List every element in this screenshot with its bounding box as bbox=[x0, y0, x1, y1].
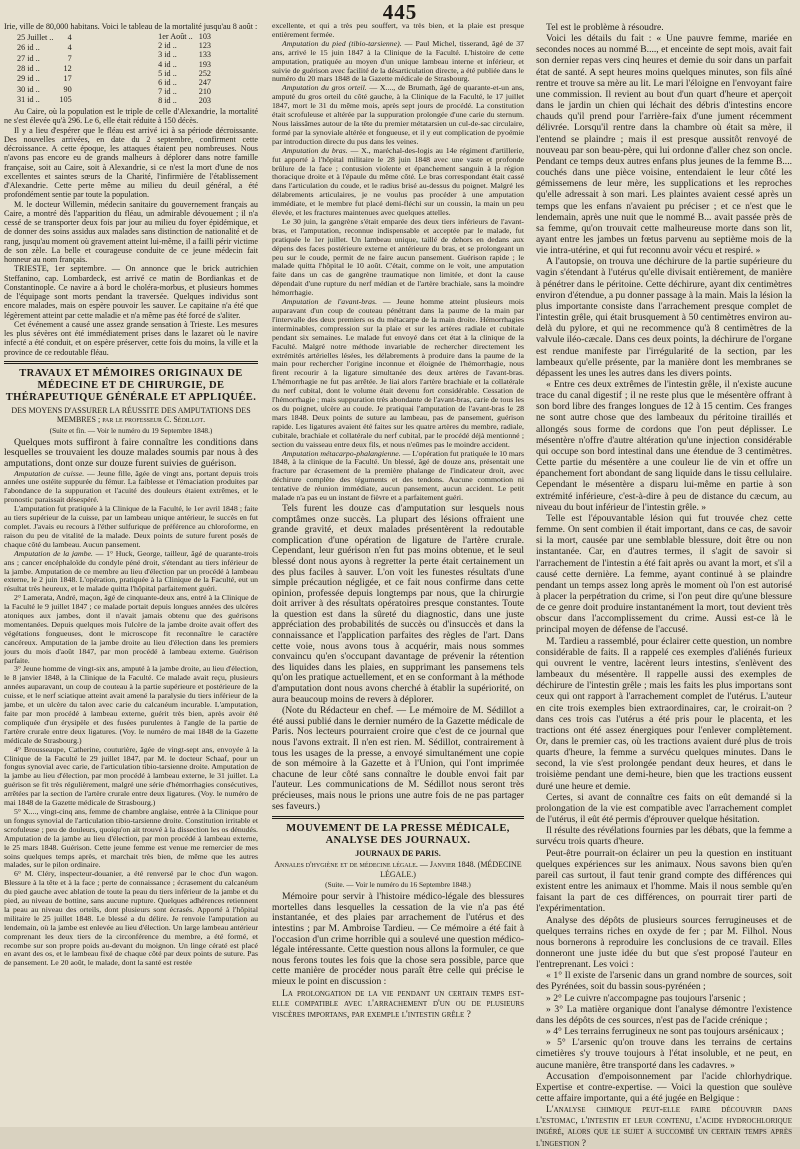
paragraph: Accusation d'empoisonnement par l'acide chlorhydrique. Expertise et contre-expertise. — Voici la question que soulève cette affaire importante, qui a été jugée en Belgique : bbox=[536, 1070, 792, 1104]
mortality-row bbox=[14, 63, 75, 73]
page-number: 445 bbox=[382, 0, 418, 24]
mortality-row bbox=[155, 32, 214, 41]
mortality-row bbox=[14, 43, 75, 53]
case-paragraph: Amputation de cuisse. — Jeune fille, âgée de vingt ans, portant depuis trois années une ostéite suppurée du fémur. La faiblesse et l'émaciation produites par l'abondance de la suppuration et l'acuité des douleurs étaient extrêmes, et le pronostic paraissait désespéré. bbox=[4, 468, 258, 505]
paragraph: Cet événement a causé une assez grande sensation à Trieste. Les mesures les plus sévères ont été immédiatement prises dans le lazaret où le navire infecté a été conduit, et on espère préserver, cette fois du moins, la ville et la province de ce redoutable fléau. bbox=[4, 319, 258, 357]
case-paragraph: 5° X...., vingt-cinq ans, femme de chambre anglaise, entrée à la Clinique pour un fongus synovial de l'articulation tibio-tarsienne droite. Constitution irritable et scrofuleuse ; peu de douleurs, quoiqu'on ait trouvé à la dissection les os dénudés. Amputation de la jambe au lieu d'élection, par mon procédé à lambeau externe, le 25 mars 1848. Guérison. Cette jeune femme est venue me remercier de mes soins quelques temps après, et marchait très bien, de même que les autres malades, sur le pilon ordinaire. bbox=[4, 806, 258, 870]
column-3 bbox=[536, 22, 792, 1149]
paragraph: Peut-être pourrait-on éclairer un peu la question en instituant quelques expériences sur les animaux. Nous savons bien qu'en pareil cas surtout, il faut tenir grand compte des différences qui existent entre les animaux et l'homme. Mais il nous semble qu'en faisant la part de ces différences, on pourrait tirer parti de l'expérimentation. bbox=[536, 847, 792, 915]
review-question: La prolongation de la vie pendant un certain temps est-elle compatible avec l'arrachement d'un ou de plusieurs viscères importans, par exemple l'intestin grêle ? bbox=[272, 987, 524, 1020]
case-paragraph: excellente, et qui a très peu souffert, va très bien, et la plaie est presque entièrement fermée. bbox=[272, 21, 524, 39]
mortality-count: 133 bbox=[198, 50, 211, 60]
case-paragraph: 6° M. Cléry, inspecteur-douanier, a été renversé par le choc d'un wagon. Blessure à la tête et à la face ; perte de connaissance ; écrasement du calcanéum du pied gauche avec ablation de toute la peau du tiers inférieur de la jambe et du pied, au niveau de bottine, sans aucune rupture. Quelques adhérences retiennent la peau au niveau des orteils, dont plusieurs sont écrasés. Apporté à l'hôpital militaire le 25 juillet 1848. Le blessé a du délire. Je renvoie l'amputation au lendemain, où la jambe est enlevée au lieu d'élection. Un large lambeau antérieur comprenant les deux tiers de la circonférence du membre, a été formé, et recombe sur son propre poids au-devant du moignon. Un linge cératé est placé en avant des os, et le lambeau fixé de chaque côté par deux points de suture. Pas de pansement. Le 20 août, le malade, dont la santé est restée bbox=[4, 869, 258, 968]
case-paragraph: Amputation de l'avant-bras. — Jeune homme atteint plusieurs mois auparavant d'un coup de couteau pénétrant dans la paume de la main par l'intervalle des deux premiers os du métacarpe de la main droite. Hémorrhagies interminables, compression sur la plaie et sur les artères radiale et cubitale pendant six semaines. Le malade fut envoyé dans cet état à la clinique de la Faculté. Malgré notre méthode invariable de rechercher directement les extrémités artérielles lésées, les délabrements à produire dans la paume de la main pour rechercher l'origine inconnue et éloignée de l'hémorrhagie, nous firent recourir à la ligature simultanée des deux artères de l'avant-bras. L'hémorrhagie ne fut pas arrêtée. Je liai alors l'artère brachiale et la collatérale du nerf cubital, dont le volume était devenu fort considérable. Cessation de l'hémorrhagie ; mais suppuration très abondante de l'avant-bras, carie de tous les os du poignet, ulcère au coude. Je pratiquai l'amputation de l'avant-bras le 28 mars 1848. Deux points de suture au lambeau, pas de pansement, guérison rapide. Les ligatures avaient été faites sur les quatre artères du membre, radiale, cubitale, brachiale et collatérale du nerf cubital, par le procédé déjà mentionné ; section du vaisseau entre deux fils, et nous n'eûmes pas le moindre accident. bbox=[272, 297, 524, 449]
mortality-row bbox=[155, 50, 214, 59]
paragraph: Tel est le problème à résoudre. bbox=[546, 22, 664, 33]
conclusion-item: » 2° Le cuivre n'accompagne pas toujours l'arsenic ; bbox=[546, 992, 746, 1004]
conclusion-item: » 5° L'arsenic qu'on trouve dans les terrains de certains cimetières s'y trouve toujours à l'état insoluble, et ne peut, en aucune manière, être transporté dans les cadavres. » bbox=[536, 1037, 792, 1071]
subsection-title: JOURNAUX DE PARIS. bbox=[355, 849, 441, 859]
conclusion-paragraph: Tels furent les douze cas d'amputation sur lesquels nous comptâmes onze succès. La plupart des lésions offraient une grande gravité, et deux malades présentèrent la redoutable complication d'une opération de ligature de l'artère crurale. Cependant, leur guérison n'en fut pas moins obtenue, et le seul blessé dont nous ayons à regretter la perte était certainement un des plus faciles à sauver. L'on voit les funestes résultats d'une simple précaution négligée, et ce fait nous confirme dans cette opinion, professée depuis longtemps par nous, que la chirurgie doit arriver à des résultats opératoires presque constantes. Toute la question est dans la sûreté du diagnostic, dans une juste appréciation des probabilités de succès ou d'insuccès et dans la connaissance et l'application parfaites des règles de l'art. Dans cette voie, nous avons tous à acquérir, mais nous sommes convaincu qu'en s'occupant davantage de prévenir la rétention des liquides dans les plaies, en supprimant les pansemens tels qu'on les pratique actuellement, et en se conformant à la méthode d'amputation dont nous avons cherché à établir la supériorité, on aura beaucoup moins de revers à déplorer. bbox=[272, 502, 524, 705]
mortality-day: 31 id .. bbox=[17, 95, 40, 105]
mortality-count: 247 bbox=[198, 77, 211, 87]
mortality-count: 210 bbox=[198, 86, 211, 96]
paragraph: M. Tardieu a rassemblé, pour éclairer cette question, un nombre considérable de faits. Il a rappelé ces exemples d'aliénés furieux qui ouvrent le ventre, lacèrent leurs intestins, s'enlèvent des lambeaux du mésentère. Il rappelle aussi des exemples de déchirure de l'intestin grêle ; mais les faits les plus importans sont ceux qui ont rapport à l'arrachement complet de l'utérus. L'auteur en cite trois exemples bien extraordinaires, car, le croirait-on ? dans ces trois cas l'utérus a été pris pour le placenta, et les tractions ont été assez énergiques pour l'enlever complètement. Or, dans le premier cas, où les tractions avaient duré plus de trois quarts d'heure, la femme a survécu quelques minutes. Dans le second, la vie s'est prolongée pendant deux heures, et dans le troisième pendant une demi-heure, bien que les tractions eussent duré une heure et demie. bbox=[536, 635, 792, 792]
question-paragraph: L'analyse chimique peut-elle faire découvrir dans l'estomac, l'intestin et leur contenu, l'acide hydrochlorique ingéré, alors que le sujet a succombé un certain temps après l'ingestion ? bbox=[536, 1104, 792, 1149]
mortality-day: 28 id .. bbox=[17, 64, 40, 74]
section-divider bbox=[272, 816, 524, 819]
mortality-row bbox=[155, 96, 214, 105]
mortality-day: 26 id .. bbox=[17, 43, 40, 53]
mortality-day: 3 id .. bbox=[158, 50, 177, 60]
mortality-day: 29 id .. bbox=[17, 74, 40, 84]
journal-source: Annales d'hygiène et de médecine légale. — Janvier 1848. (MÉDECINE LÉGALE.) bbox=[274, 860, 522, 879]
mortality-count: 193 bbox=[198, 59, 211, 69]
paragraph: Il y a lieu d'espérer que le fléau est arrivé ici à sa période décroissante. Des nouvelles arrivées, en date du 2 septembre, confirment cette décroissance. A cette époque, les attaques étaient peu nombreuses. Nous n'avons pas encore eu de grands malheurs à déplorer dans notre famille française, soit au Caire, soit à Alexandrie, si ce n'est la mort d'une de nos excellentes et saintes sœurs de la Charité, l'infirmière de l'établissement d'Alexandrie. Cette perte même au milieu du deuil général, a été profondément sentie par toute la population. bbox=[4, 125, 258, 200]
case-paragraph: 3° Jeune homme de vingt-six ans, amputé à la jambe droite, au lieu d'élection, le 8 janvier 1848, à la Clinique de la Faculté. Ce malade avait reçu, plusieurs années auparavant, un coup de couteau à la partie supérieure et postérieure de la cuisse, et le nerf sciatique atteint avait amené la paralysie du tiers inférieur de la jambe, et un ulcère du talon avec carie du calcanéum incurable. L'amputation, faite par mon procédé à lambeau externe, guérit très bien, après avoir été compliquée d'un érysipèle et des fusées purulentes à l'angle de la partie de l'artère crurale entre deux ligatures. (Voy. le numéro de mai 1848 de la Gazette médicale de Strasbourg.) bbox=[4, 664, 258, 745]
paragraph: A l'autopsie, on trouva une déchirure de la partie supérieure du vagin s'étendant à l'utérus qu'elle divisait entièrement, de manière à pénétrer dans le péritoine. Cette déchirure, ayant dix centimètres environ d'étendue, a pu donner passage à la main. Mais la lésion la plus importante consiste dans l'arrachement presque complet de l'intestin grêle, qui était brusquement à 50 centimètres environ au-delà du pylore, et qui ne recommence qu'à 8 centimètres de la valvule iléo-cæcale. Dans ces deux points, la déchirure de l'organe est rendue manifeste par l'irrégularité de la section, par les lambeaux qu'elle présente, par la manière dont les membranes se dépassent les unes les autres dans les divers points. bbox=[536, 256, 792, 379]
conclusion-item: « 1° Il existe de l'arsenic dans un grand nombre de sources, soit des Pyrénées, soit du bassin sous-pyrénéen ; bbox=[536, 970, 792, 993]
case-paragraph: Amputation du pied (tibio-tarsienne). — Paul Michel, tisserand, âgé de 37 ans, arrivé le 15 juin 1847 à la Clinique de la Faculté. L'histoire de cette amputation, pratiquée au moyen d'un unique lambeau interne et inférieur, et suivie de guérison avec facilité de la désarticulation directe, a été publiée dans le numéro du 20 mars 1848 de la Gazette médicale de Strasbourg. bbox=[272, 38, 524, 84]
mortality-row bbox=[155, 87, 214, 96]
mortality-count: 252 bbox=[198, 68, 211, 78]
mortality-day: 30 id .. bbox=[17, 84, 40, 94]
mortality-count: 105 bbox=[59, 95, 72, 105]
case-paragraph: Amputation de la jambe. — 1° Huck, George, tailleur, âgé de quarante-trois ans ; cancer encéphaloïde du condyle péné droit, s'étendant au tiers inférieur de la jambe. Amputation de ce membre au lieu d'élection par un procédé à lambeau externe, le 2 juin 1848. L'opération, pratiquée à la Clinique de la Faculté, eut un résultat très heureux, et le malade quitta l'hôpital parfaitement guéri. bbox=[4, 548, 259, 594]
mortality-count: 203 bbox=[198, 95, 211, 105]
case-paragraph: L'amputation fut pratiquée à la Clinique de la Faculté, le 1er avril 1848 ; faite au tiers supérieur de la cuisse, par un lambeau unique antérieur, le succès en fut complet. J'avais eu recours à l'éther sulfurique de préférence au chloroforme, en raison du peu de vitalité de la malade. Deux points de suture furent posés de chaque côté du lambeau. Aucun pansement. bbox=[4, 504, 258, 549]
paragraph: Telle est l'épouvantable lésion qui fut trouvée chez cette femme. On sent combien il était important, dans ce cas, de savoir si la mort, causée par une semblable blessure, doit être ou non instantanée. Car, en d'autres termes, il s'agit de savoir si l'arrachement de l'intestin a été fait après ou avant la mort, et s'il a causé cette dernière. La femme, ayant continué à se plaindre pendant un temps assez long après le moment où l'on est autorisé à placer la perpétration du crime, si l'on peut dire qu'une blessure de ce genre doit produire instantanément la mort, tout devient très obscur dans l'accomplissement du crime. Aussi est-ce là le principal moyen de défense de l'accusé. bbox=[536, 512, 792, 636]
editor-note: (Note du Rédacteur en chef. — Le mémoire de M. Sédillot a été aussi publié dans le dernier numéro de la Gazette médicale de Paris. Nos lecteurs pourraient croire que c'est de ce journal que nous l'avons extrait. Il n'en est rien. M. Sédillot, contrairement à tous les usages de la presse, a envoyé simultanément une copie de son mémoire à la Gazette et à l'Union, qui l'ont imprimée chacune de leur côté sans connaître le double envoi fait par l'auteur. Les communications de M. Sédillot nous seront très précieuses, mais nous le prions une autre fois de ne pas partager ses faveurs.) bbox=[272, 705, 524, 812]
cholera-intro: Irie, ville de 80,000 habitans. Voici le tableau de la mortalité jusqu'au 8 août : bbox=[4, 22, 258, 31]
mortality-table-july bbox=[14, 32, 75, 105]
paragraph: Analyse des dépôts de plusieurs sources ferrugineuses et de quelques terrains riches en oxyde de fer ; par M. Filhol. Nous nous bornerons à reproduire les conclusions de ce travail. Elles donneront une juste idée du but que s'est proposé l'auteur en l'entreprenant. Les voici : bbox=[536, 914, 792, 971]
article-note: (Suite et fin. — Voir le numéro du 19 Septembre 1848.) bbox=[49, 425, 213, 435]
case-paragraph: 2° Lamerata, André, maçon, âgé de cinquante-deux ans, entré à la Clinique de la Faculté le 9 juillet 1847 ; ce malade portait depuis longues années des ulcères atoniques aux jambes, dont il n'avait jamais obtenu que des guérisons momentanées. Depuis quelques mois l'ulcère de la jambe droite avait offert des végétations fongueuses, dont le microscope fit reconnaître le caractère cancéreux. Amputation de la jambe droite au lieu d'élection dans les premiers jours du mois d'août 1847, par mon procédé à lambeau externe. Guérison parfaite. bbox=[4, 593, 258, 665]
section-title: MOUVEMENT DE LA PRESSE MÉDICALE, ANALYSE DES JOURNAUX. bbox=[286, 823, 510, 847]
mortality-day: 2 id .. bbox=[158, 41, 177, 51]
case-paragraph: Le 30 juin, la gangrène s'était emparée des deux tiers inférieurs de l'avant-bras, et l'amputation, reconnue indispensable et acceptée par le malade, fut pratiquée le 1er juillet. Un lambeau unique, taillé de dehors en dedans aux dépens des faces postérieure externe et antérieure du bras, et se prolongeant un peu sur le coude, permit de ne faire aucun pansement. Guérison rapide ; le malade quitta l'hôpital le 10 août. C'était, comme on le voit, une amputation faite dans un cas de gangrène traumatique non limitée, et dont la cause dépendait d'une rupture du nerf médian et de l'artère brachiale, sans la moindre hémorrhagie. bbox=[272, 216, 524, 298]
case-paragraph: Amputation du bras. — X., maréchal-des-logis au 14e régiment d'artillerie, fut apporté à l'hôpital militaire le 28 juin 1848 avec une vaste et profonde brûlure de la face ; contusion violente et épanchement sanguin à la région thoracique droite et à l'épaule du même côté. Le bras correspondant était cassé dans l'articulation du coude, et le radius brisé au-dessus du poignet. Malgré les délabrements articulaires, je ne voulus pas procéder à une amputation immédiate, et le membre fut placé demi-fléchi sur un coussin, la main un peu élevée, et les fractures maintenues avec quelques attelles. bbox=[272, 145, 525, 218]
article-title: DES MOYENS D'ASSURER LA RÉUSSITE DES AMPUTATIONS DES MEMBRES ; par le professeur C. Sédillot. bbox=[11, 405, 251, 425]
paragraph: Certes, si avant de connaître ces faits on eût demandé si la prolongation de la vie est compatible avec l'arrachement complet de l'utérus, il eût été permis d'éprouver quelque hésitation. bbox=[536, 791, 792, 826]
article-note: (Suite. — Voir le numéro du 16 Septembre 1848.) bbox=[325, 880, 471, 890]
trieste-paragraph: TRIESTE, 1er septembre. — On annonce que le brick autrichien Steffanino, cap. Lombardeck, est arrivé ce matin de Bordiankas et de Constantinople. Ce navire a à bord le choléra-morbus, et plusieurs hommes de l'équipage sont morts pendant la traversée. Quelques individus sont encore malades, mais on espère pouvoir les sauver. Le capitaine n'a été que légèrement atteint par cette maladie et n'a même pas été forcé de s'aliter. bbox=[4, 264, 259, 320]
conclusion-item: » 4° Les terrains ferrugineux ne sont pas toujours arsénicaux ; bbox=[546, 1026, 784, 1038]
paragraph: « Entre ces deux extrêmes de l'intestin grêle, il n'existe aucune trace du canal digestif ; il ne reste plus que le mésentère offrant à son bord libre des franges longues de 12 à 15 centim. Ces franges ne sont autre chose que des lambeaux du péritoine tiraillés et allongés sous forme de cordons que l'on peut déplisser. Le mésentère n'offre d'autre altération qu'une injection considérable qui occupe son bord intestinal dans une étendue de 3 centimètres. Cette partie du mésentère a une couleur lie de vin et offre un épanchement fort abondant de sang liquide dans le tissu cellulaire. Cependant le mésentère a disparu lui-même en partie à son extrémité inférieure, c'est-à-dire à peu de distance du cæcum, au niveau du bout inférieur de l'intestin grêle. » bbox=[536, 379, 792, 513]
mortality-count: 123 bbox=[198, 41, 211, 51]
mortality-row bbox=[155, 60, 214, 69]
mortality-day: 5 id .. bbox=[158, 68, 177, 78]
mortality-table-august bbox=[155, 32, 214, 105]
mortality-count: 90 bbox=[63, 84, 72, 94]
mortality-day: 7 id .. bbox=[158, 86, 177, 96]
mortality-count: 4 bbox=[67, 32, 72, 42]
mortality-row bbox=[155, 78, 214, 87]
mortality-row bbox=[155, 41, 214, 50]
case-paragraph: 4° Brousseaupe, Catherine, couturière, âgée de vingt-sept ans, envoyée à la Clinique de la Faculté le 29 juillet 1847, par M. le docteur Schaaf, pour un fongus synovial avec carie, de l'articulation tibio-tarsienne droite. Amputation de la jambe au lieu d'élection, par mon procédé à lambeau externe, le 31 juillet. La guérison se fit très régulièrement, malgré une série d'hémorrhagies consécutives, arrêtées par la section de l'artère crurale entre deux ligatures. (Voy. le numéro de mai 1848 de la Gazette médicale de Strasbourg.) bbox=[4, 744, 258, 808]
column-1 bbox=[4, 22, 258, 1121]
conclusion-item: » 3° La matière organique dont l'analyse démontre l'existence dans les dépôts de ces sources, n'est pas de l'acide crénique ; bbox=[536, 1003, 792, 1026]
mortality-count: 17 bbox=[63, 74, 72, 84]
column-2 bbox=[272, 22, 524, 1121]
mortality-count: 4 bbox=[67, 43, 72, 53]
mortality-count: 7 bbox=[67, 53, 72, 63]
mortality-day: 4 id .. bbox=[158, 59, 177, 69]
mortality-day: 8 id .. bbox=[158, 95, 177, 105]
mortality-row bbox=[14, 32, 75, 42]
mortality-table bbox=[14, 32, 214, 105]
dateline: TRIESTE, bbox=[14, 264, 49, 274]
mortality-row bbox=[14, 84, 75, 94]
mortality-row bbox=[14, 74, 75, 84]
mortality-count: 12 bbox=[63, 64, 72, 74]
paragraph: M. le docteur Willemin, médecin sanitaire du gouvernement français au Caire, a montré dès l'apparition du fléau, un admirable dévouement ; il n'a cessé de se transporter deux fois par jour au milieu du foyer épidémique, et de donner des soins assidus aux malades sans distinction de nationalité et de rang, jusqu'au moment où gravement atteint lui-même, il a failli périr victime de son zèle. La belle et courageuse conduite de ce jeune médecin fait honneur au nom français. bbox=[4, 199, 258, 264]
paragraph: Voici les détails du fait : « Une pauvre femme, mariée en secondes noces au nommé B...., et enceinte de sept mois, avait fait son dernier repas vers cinq heures et demie du soir dans un parfait état de santé. A sept heures moins quelques minutes, son fils aîné rentre et trouve sa mère au lit. Le mari l'éloigne en l'envoyant faire une commission. Il revient au bout d'un quart d'heure et aperçoit dans le jardin un chien qui léchait des débris d'intestins encore chauds qu'il prend pour l'arrière-faix d'une jument récemment délivrée. Lorsqu'il rentre dans la chambre où était sa mère, il l'entend se plaindre ; mais il est presque aussitôt renvoyé de nouveau par son beau-père, qui lui ordonne d'aller chez son oncle. Pendant ce temps deux autres enfans plus jeunes de la femme B.... couchés dans une pièce voisine, entendaient le leur côté les gémissemens de leur mère, les supplications et les reproches qu'elle adressait à son mari. Les plaintes avaient cessé après un temps que les enfans n'avaient pu préciser ; et ce n'est que le lendemain, après une nuit que le nommé B... avait passée près de sa femme, qu'on trouvait cette malheureuse morte dans son lit, ayant entre les jambes un fœtus parvenu au septième mois de la vie intra-utérine, et qui fut reconnu avoir vécu et respiré. » bbox=[536, 33, 792, 257]
mortality-day: 6 id .. bbox=[158, 77, 177, 87]
article-lead: Quelques mots suffiront à faire connaître les conditions dans lesquelles se trouvaient les douze malades soumis par nous à des amputations, dont onze sur douze furent suivies de guérison. bbox=[4, 436, 258, 469]
case-paragraph: Amputation métacarpo-phalangienne. — L'opération fut pratiquée le 10 mars 1848, à la clinique de la Faculté. Un blessé, âgé de douze ans, présentait une fracture par écrasement de la première phalange de l'indicateur droit, avec déchirure complète des téguments et des tendons. Aucune commotion ni tentative de réunion immédiate, aucun pansement, aucun accident. Le petit malade n'a pas eu un instant de fièvre et a parfaitement guéri. bbox=[272, 448, 524, 503]
section-title: TRAVAUX ET MÉMOIRES ORIGINAUX DE MÉDECINE ET DE CHIRURGIE, DE THÉRAPEUTIQUE GÉNÉRALE ET APPLIQUÉE. bbox=[5, 367, 257, 403]
paragraph: Il résulte des révélations fournies par les débats, que la femme a survécu trois quarts d'heure. bbox=[536, 825, 792, 848]
mortality-row bbox=[14, 95, 75, 105]
mortality-count: 103 bbox=[198, 32, 211, 42]
review-paragraph: Mémoire pour servir à l'histoire médico-légale des blessures mortelles dans lesquelles la cessation de la vie n'a pas été instantanée, et des plaies par arrachement de l'utérus et des intestins ; par M. Ambroise Tardieu. — Ce mémoire a été fait à l'occasion d'un crime horrible qui a soulevé une question médico-légale intéressante. Cette question nous allons la formuler, ce que nous ferons toutes les fois que la chose sera possible, parce que cette manière de procéder nous paraît être celle qui précise le mieux le point en discussion : bbox=[272, 891, 524, 987]
mortality-day: 25 Juillet .. bbox=[17, 32, 54, 42]
mortality-row bbox=[14, 53, 75, 63]
section-divider bbox=[4, 361, 258, 364]
mortality-day: 1er Août .. bbox=[158, 32, 193, 42]
paragraph: Au Caire, où la population est le triple de celle d'Alexandrie, la mortalité ne s'est élevée qu'à 296. Le 6, elle était réduite à 150 décès. bbox=[4, 107, 258, 126]
case-paragraph: Amputation du gros orteil. — X...., de Brumath, âgé de quarante-et-un ans, amputé du gros orteil du côté gauche, à la Clinique de la Faculté, le 17 juillet 1847, mort le 31 du même mois, après sept jours de procédé. La constitution était scrofuleuse et altérée par la suppuration prolongée d'une carie du sternum. Nous laissâmes autour de la tête du premier métatarsien un cul-de-sac circulaire, formé par la synoviale altérée et fongueuse, et il y eut complication de pyoémie par introduction directe du pus dans les veines. bbox=[272, 83, 525, 146]
mortality-day: 27 id .. bbox=[17, 53, 40, 63]
mortality-row bbox=[155, 69, 214, 78]
